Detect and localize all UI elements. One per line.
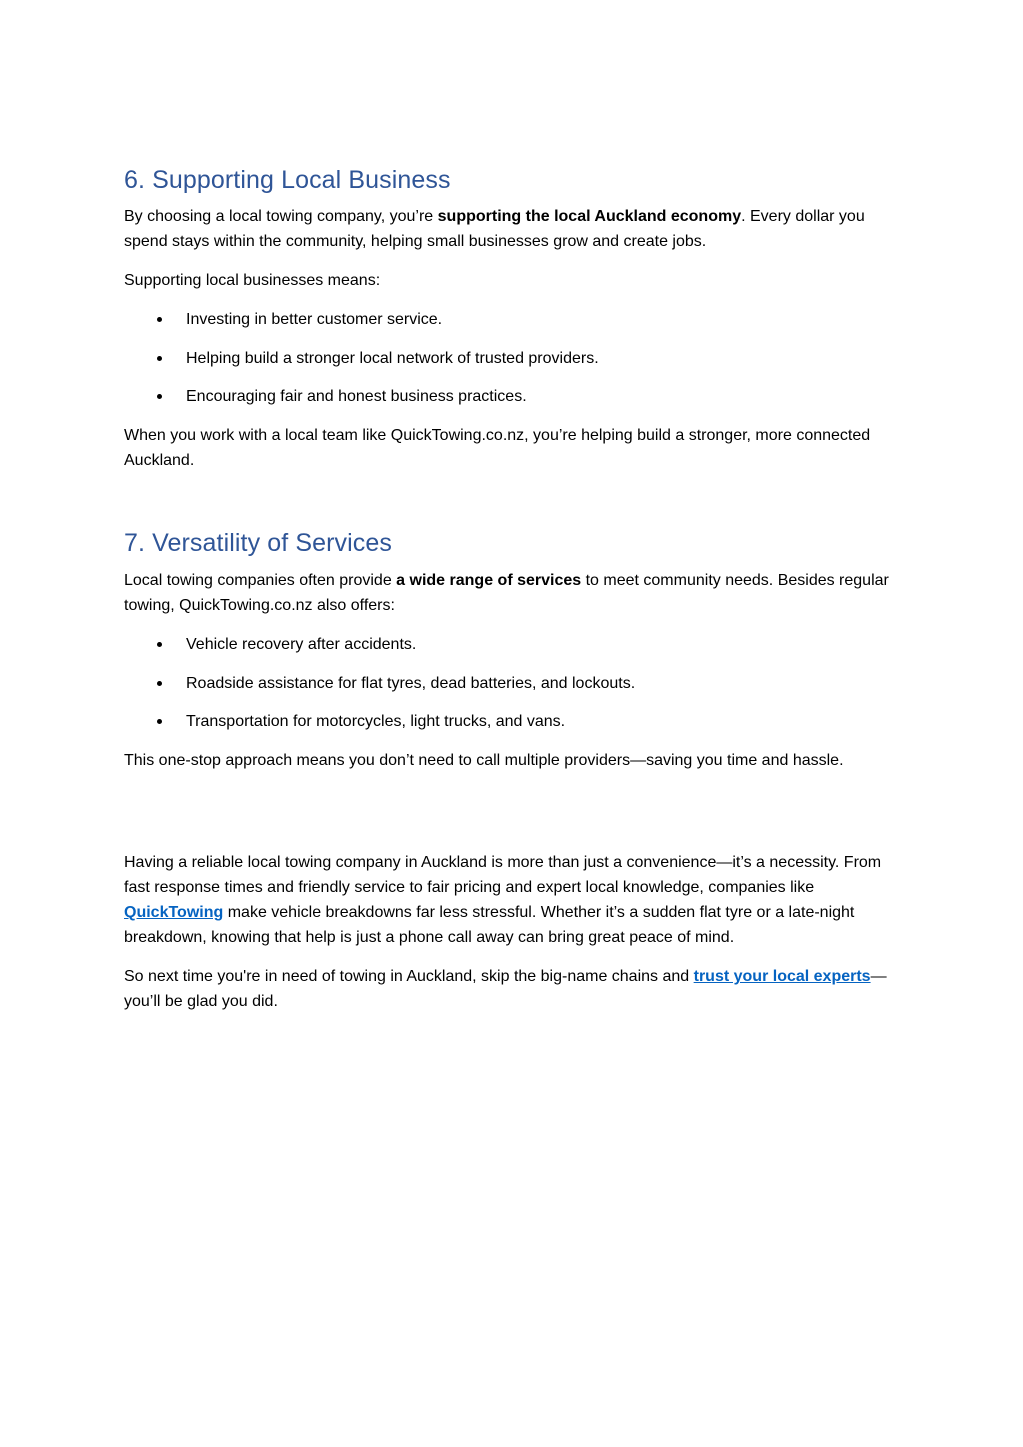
- list-item: Transportation for motorcycles, light trucks, and vans.: [124, 709, 904, 734]
- trust-local-experts-link[interactable]: trust your local experts: [693, 968, 871, 985]
- section6-intro-text: By choosing a local towing company, you’re: [124, 208, 438, 225]
- section7-outro-paragraph: This one-stop approach means you don’t need to call multiple providers—saving you time and hassle.: [124, 752, 844, 769]
- list-item: Investing in better customer service.: [124, 307, 904, 332]
- section7-intro-paragraph: [124, 568, 904, 618]
- list-item: Vehicle recovery after accidents.: [124, 632, 904, 657]
- section6-list-lead: Supporting local businesses means:: [124, 272, 381, 289]
- list-item: Encouraging fair and honest business practices.: [124, 384, 904, 409]
- conclusion-text: Having a reliable local towing company in Auckland is more than just a convenience—it’s a necessity. From fast response times and friendly service to fair pricing and expert local knowledge, companies like: [124, 854, 882, 896]
- section7-intro-text-end: to meet community needs. Besides regular towing, QuickTowing.co.nz also offers:: [124, 572, 889, 614]
- section6-intro-bold: supporting the local Auckland economy: [437, 208, 742, 225]
- list-item: Helping build a stronger local network of trusted providers.: [124, 346, 904, 371]
- section6-bullet-list: [124, 307, 904, 423]
- section6-intro-text-end: . Every dollar you spend stays within the community, helping small businesses grow and create jobs.: [124, 208, 865, 250]
- section7-intro-bold: a wide range of services: [396, 572, 582, 589]
- closing-text-end: —you’ll be glad you did.: [124, 968, 887, 1010]
- section-heading-versatility-of-services: 7. Versatility of Services: [124, 529, 392, 557]
- conclusion-paragraph: [124, 850, 904, 950]
- section6-outro-paragraph: When you work with a local team like QuickTowing.co.nz, you’re helping build a stronger, more connected Auckland.: [124, 427, 871, 469]
- section6-intro-paragraph: [124, 204, 904, 254]
- section7-intro-text: Local towing companies often provide: [124, 572, 397, 589]
- section-heading-supporting-local-business: 6. Supporting Local Business: [124, 166, 451, 194]
- conclusion-text-end: make vehicle breakdowns far less stressful. Whether it’s a sudden flat tyre or a late-night breakdown, knowing that help is just a phone call away can bring great peace of mind.: [124, 904, 855, 946]
- closing-paragraph: [124, 964, 904, 1014]
- list-item: Roadside assistance for flat tyres, dead batteries, and lockouts.: [124, 671, 904, 696]
- quicktowing-link[interactable]: QuickTowing: [124, 904, 224, 921]
- closing-text: So next time you're in need of towing in Auckland, skip the big-name chains and: [124, 968, 694, 985]
- section7-bullet-list: [124, 632, 904, 748]
